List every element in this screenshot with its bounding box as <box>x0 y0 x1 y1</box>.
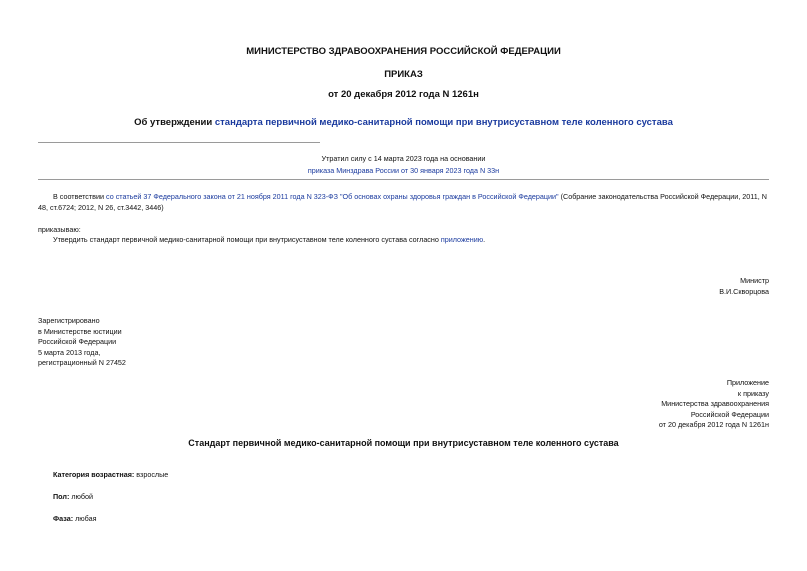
approve-prefix: Утвердить стандарт первичной медико-санитарной помощи при внутрисуставном теле коленного сустава согласно <box>53 235 441 244</box>
title-link[interactable]: стандарта первичной медико-санитарной помощи при внутрисуставном теле коленного сустава <box>214 117 673 128</box>
date-number-heading: от 20 декабря 2012 года N 1261н <box>328 89 479 100</box>
preamble-paragraph <box>38 192 778 213</box>
approve-suffix: . <box>483 235 486 244</box>
ministry-heading: МИНИСТЕРСТВО ЗДРАВООХРАНЕНИЯ РОССИЙСКОЙ ФЕДЕРАЦИИ <box>246 46 561 57</box>
field-value: любая <box>73 514 97 523</box>
appendix-block <box>659 378 769 431</box>
appendix-line: Приложение <box>726 378 769 387</box>
appendix-line: к приказу <box>737 388 769 398</box>
preamble-suffix: (Собрание законодательства Российской Федерации, 2011, N 48, ст.6724; 2012, N 26, ст.3442, 3446) <box>38 192 767 212</box>
notice-divider <box>38 179 769 180</box>
registration-line: Российской Федерации <box>38 337 117 346</box>
preamble-prefix: В соответствии <box>53 192 107 201</box>
signature-role: Министр <box>740 276 769 285</box>
field-value: любой <box>69 492 94 501</box>
approve-paragraph <box>53 235 793 246</box>
appendix-line: от 20 декабря 2012 года N 1261н <box>658 420 769 429</box>
short-divider <box>38 142 320 143</box>
document-title <box>0 117 807 128</box>
signature-name: В.И.Скворцова <box>719 286 769 296</box>
field-label: Категория возрастная: <box>53 470 135 479</box>
field-label: Фаза: <box>53 514 74 523</box>
order-word: приказываю: <box>38 225 81 234</box>
registration-block <box>38 316 126 369</box>
repeal-notice-link[interactable]: приказа Минздрава России от 30 января 2023 года N 33н <box>307 165 500 175</box>
appendix-link[interactable]: приложению <box>440 235 484 244</box>
appendix-line: Министерства здравоохранения <box>661 399 769 408</box>
registration-line: регистрационный N 27452 <box>38 358 126 367</box>
appendix-line: Российской Федерации <box>690 409 769 419</box>
repeal-notice <box>0 153 807 176</box>
field-value: взрослые <box>134 470 169 479</box>
preamble-law-link[interactable]: со статьей 37 Федерального закона от 21 ноября 2011 года N 323-ФЗ "Об основах охраны здоровья граждан в Российской Федерации" <box>106 192 559 201</box>
standard-title: Стандарт первичной медико-санитарной помощи при внутрисуставном теле коленного сустава <box>188 438 619 448</box>
field-sex <box>53 492 93 501</box>
signature-block <box>719 276 769 297</box>
field-phase <box>53 514 97 523</box>
registration-line: Зарегистрировано <box>38 316 100 325</box>
field-label: Пол: <box>53 492 70 501</box>
registration-line: в Министерстве юстиции <box>38 326 122 336</box>
field-age-category <box>53 470 168 479</box>
repeal-notice-text: Утратил силу с 14 марта 2023 года на основании <box>321 154 486 163</box>
doc-type-heading: ПРИКАЗ <box>384 69 423 80</box>
title-prefix: Об утверждении <box>134 117 215 128</box>
registration-line: 5 марта 2013 года, <box>38 347 101 357</box>
